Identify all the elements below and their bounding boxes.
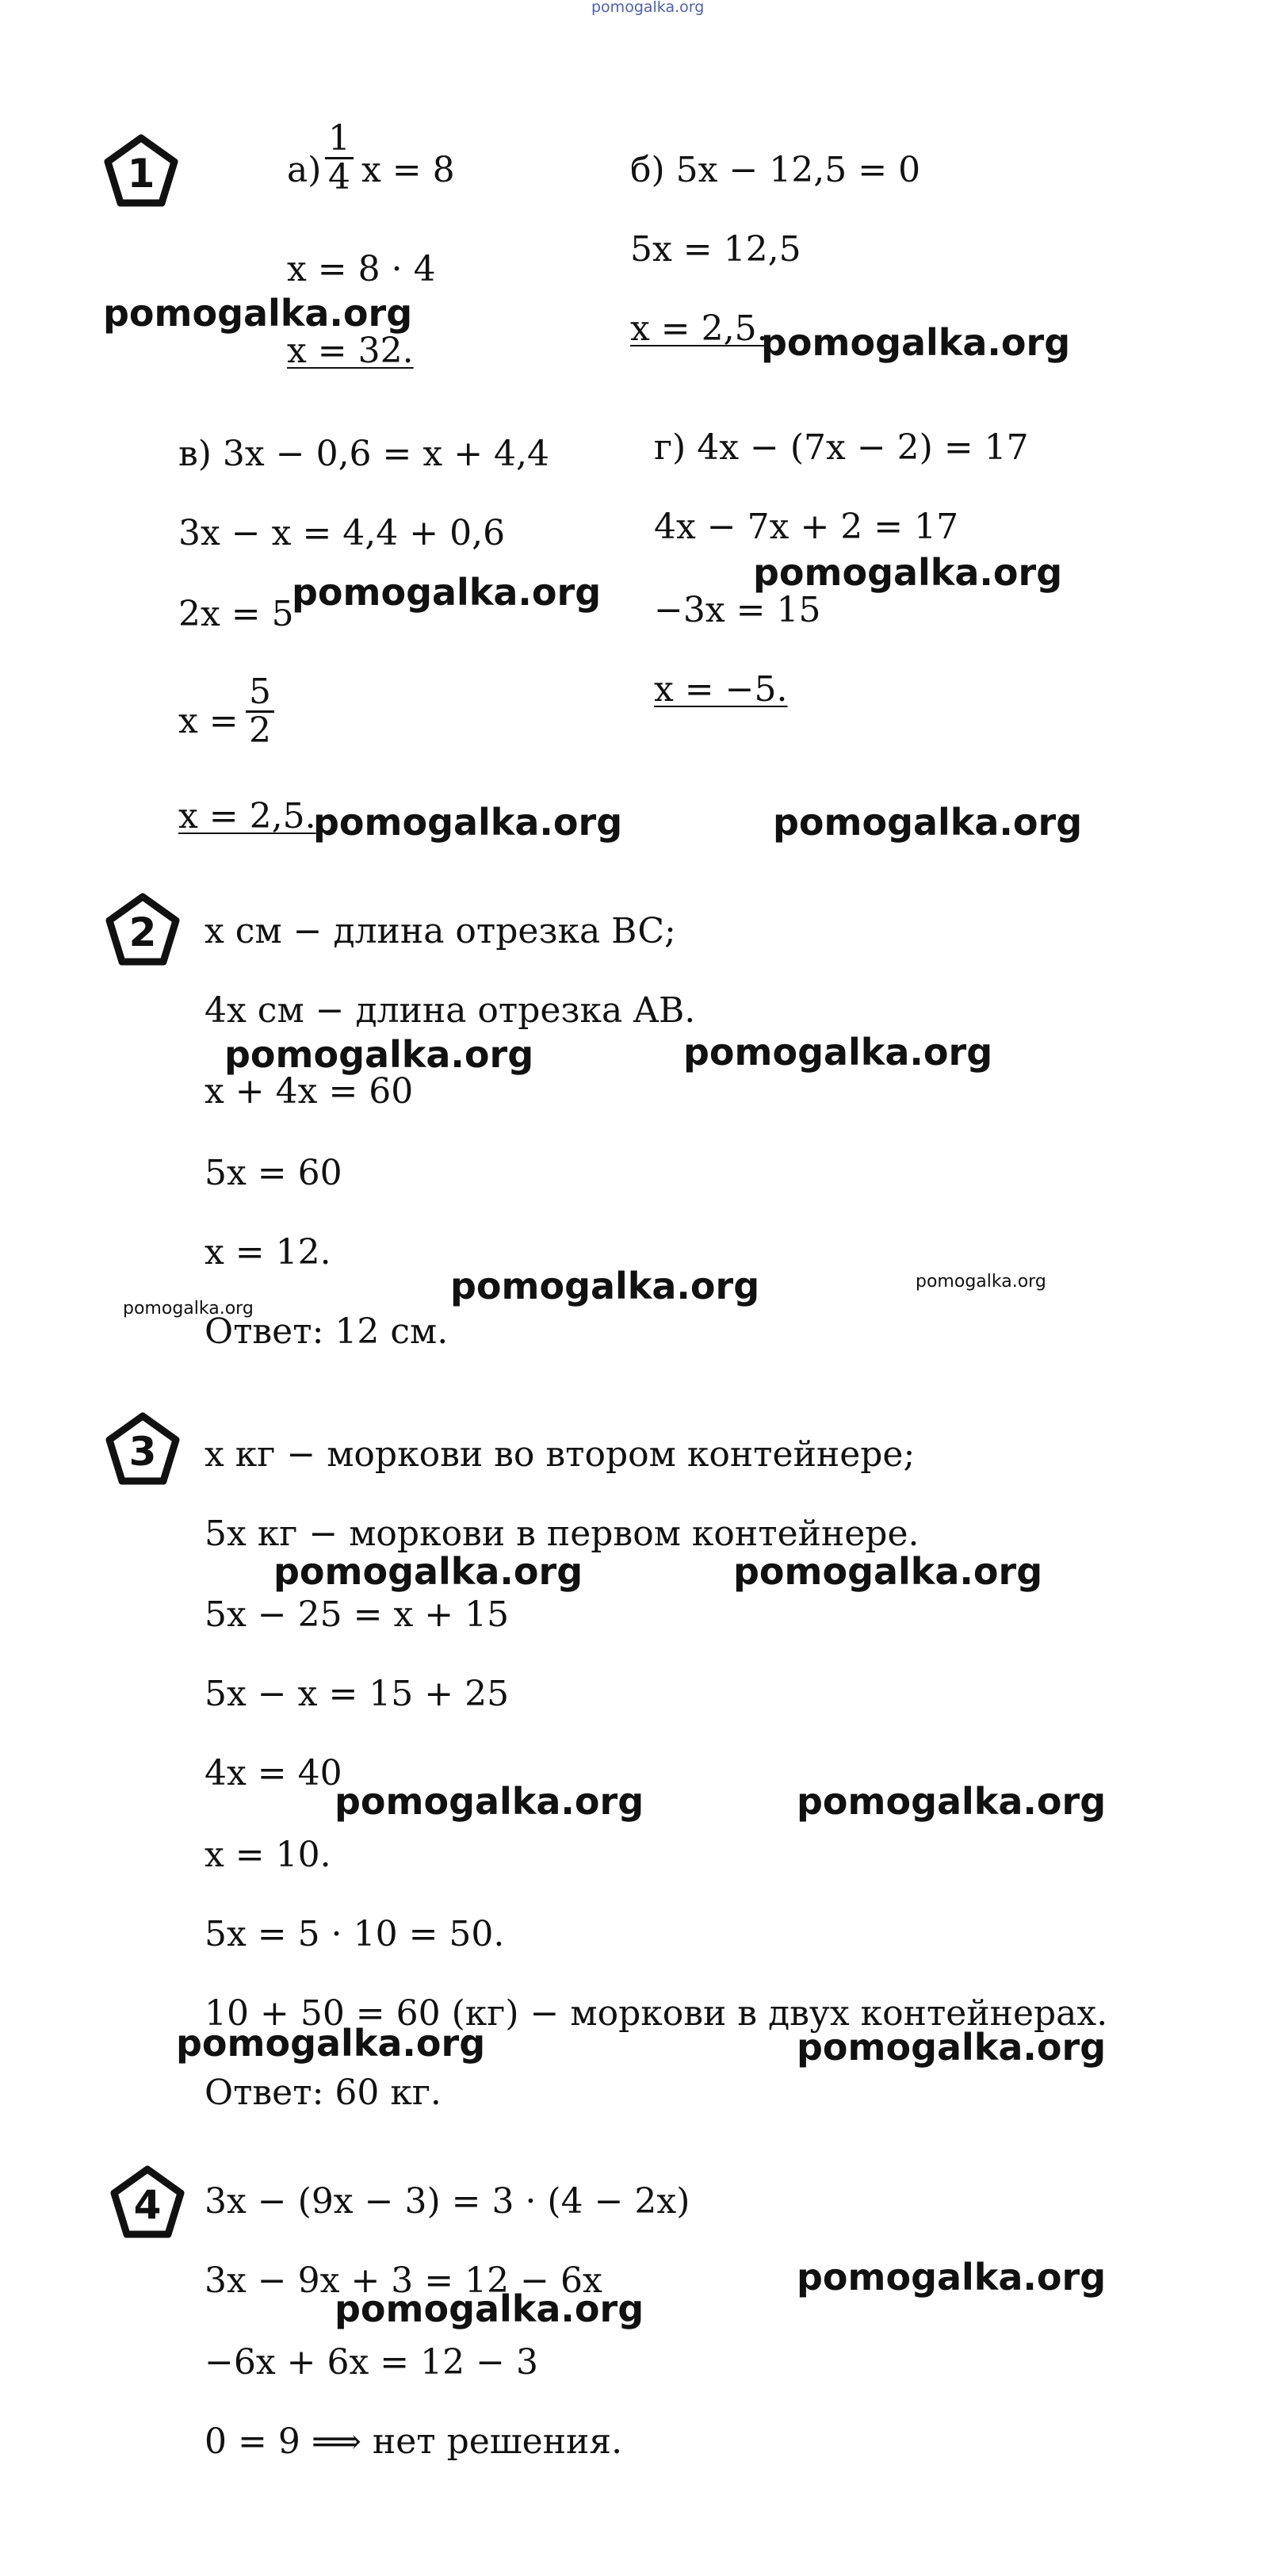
t2-line1: x см − длина отрезка BC; bbox=[205, 911, 676, 951]
t1-a-frac-num: 1 bbox=[325, 121, 354, 159]
t3-line7: 5x = 5 · 10 = 50. bbox=[205, 1914, 505, 1954]
t4-line2: 3x − 9x + 3 = 12 − 6x bbox=[205, 2260, 602, 2301]
watermark-top: pomogalka.org bbox=[591, 0, 705, 16]
watermark: pomogalka.org bbox=[224, 1033, 534, 1076]
t1-v-line2: 3x − x = 4,4 + 0,6 bbox=[178, 513, 506, 553]
svg-text:1: 1 bbox=[127, 151, 155, 197]
t2-line5: x = 12. bbox=[205, 1232, 331, 1273]
t1-g-answer: x = −5. bbox=[654, 669, 788, 710]
t1-v-answer: x = 2,5. bbox=[178, 796, 316, 836]
watermark: pomogalka.org bbox=[761, 321, 1071, 364]
t1-b-line2: 5x = 12,5 bbox=[630, 229, 801, 270]
t1-a-answer: x = 32. bbox=[287, 331, 414, 371]
watermark: pomogalka.org bbox=[753, 551, 1063, 594]
t1-a-fraction bbox=[325, 118, 354, 198]
watermark: pomogalka.org bbox=[335, 2287, 644, 2330]
watermark: pomogalka.org bbox=[450, 1265, 760, 1307]
t1-v-line1: в) 3x − 0,6 = x + 4,4 bbox=[178, 434, 550, 474]
t1-b-answer: x = 2,5. bbox=[630, 308, 768, 349]
t1-a-label: а) bbox=[287, 150, 322, 190]
t4-line3: −6x + 6x = 12 − 3 bbox=[205, 2342, 538, 2383]
t3-line6: x = 10. bbox=[205, 1835, 331, 1875]
t4-line4: 0 = 9 ⟹ нет решения. bbox=[205, 2421, 623, 2462]
watermark-small: pomogalka.org bbox=[123, 1299, 254, 1319]
watermark: pomogalka.org bbox=[797, 1780, 1107, 1823]
pentagon-icon bbox=[109, 2165, 185, 2241]
watermark: pomogalka.org bbox=[103, 292, 413, 335]
watermark: pomogalka.org bbox=[773, 801, 1083, 844]
task-1-badge bbox=[103, 133, 179, 209]
task-3-badge bbox=[105, 1411, 181, 1487]
t1-v-frac-den: 2 bbox=[249, 710, 271, 752]
pentagon-icon bbox=[103, 133, 179, 209]
watermark: pomogalka.org bbox=[797, 2256, 1107, 2298]
t3-line8: 10 + 50 = 60 (кг) − моркови в двух контейнерах. bbox=[205, 1993, 1108, 2034]
t1-a-frac-den: 4 bbox=[328, 157, 350, 198]
t1-v-x-eq: x = bbox=[178, 701, 239, 741]
t3-line1: x кг − моркови во втором контейнере; bbox=[205, 1434, 916, 1475]
t2-line2: 4x см − длина отрезка AB. bbox=[205, 990, 696, 1031]
t1-a-eq: x = 8 bbox=[361, 150, 455, 190]
t1-v-frac-num: 5 bbox=[246, 674, 274, 713]
t1-g-line2: 4x − 7x + 2 = 17 bbox=[654, 507, 959, 547]
watermark: pomogalka.org bbox=[733, 1550, 1043, 1593]
watermark: pomogalka.org bbox=[335, 1780, 644, 1823]
task-2-badge bbox=[105, 892, 181, 968]
t1-a-line2: x = 8 · 4 bbox=[287, 249, 436, 289]
watermark: pomogalka.org bbox=[176, 2022, 486, 2065]
watermark: pomogalka.org bbox=[273, 1550, 583, 1593]
t3-line2: 5x кг − моркови в первом контейнере. bbox=[205, 1514, 920, 1554]
svg-text:4: 4 bbox=[133, 2182, 162, 2228]
watermark: pomogalka.org bbox=[683, 1031, 993, 1074]
t1-v-fraction bbox=[246, 672, 274, 752]
t2-line4: 5x = 60 bbox=[205, 1153, 342, 1193]
t1-b-line1: б) 5x − 12,5 = 0 bbox=[630, 150, 921, 190]
t3-line3: 5x − 25 = x + 15 bbox=[205, 1594, 510, 1635]
t2-line3: x + 4x = 60 bbox=[205, 1071, 414, 1112]
watermark-small: pomogalka.org bbox=[916, 1272, 1046, 1292]
t2-answer: Ответ: 12 см. bbox=[205, 1311, 449, 1352]
t4-line1: 3x − (9x − 3) = 3 · (4 − 2x) bbox=[205, 2181, 690, 2222]
watermark: pomogalka.org bbox=[797, 2026, 1107, 2069]
t1-g-line3: −3x = 15 bbox=[654, 590, 821, 630]
svg-text:3: 3 bbox=[128, 1429, 157, 1475]
watermark: pomogalka.org bbox=[292, 571, 602, 614]
pentagon-icon bbox=[105, 1411, 181, 1487]
t1-g-line1: г) 4x − (7x − 2) = 17 bbox=[654, 427, 1029, 468]
t3-line5: 4x = 40 bbox=[205, 1753, 342, 1793]
watermark: pomogalka.org bbox=[313, 801, 623, 844]
task-4-badge bbox=[109, 2165, 185, 2241]
svg-text:2: 2 bbox=[128, 909, 157, 955]
t3-line4: 5x − x = 15 + 25 bbox=[205, 1674, 510, 1714]
t3-answer: Ответ: 60 кг. bbox=[205, 2073, 442, 2113]
pentagon-icon bbox=[105, 892, 181, 968]
t1-v-line3: 2x = 5 bbox=[178, 594, 294, 634]
